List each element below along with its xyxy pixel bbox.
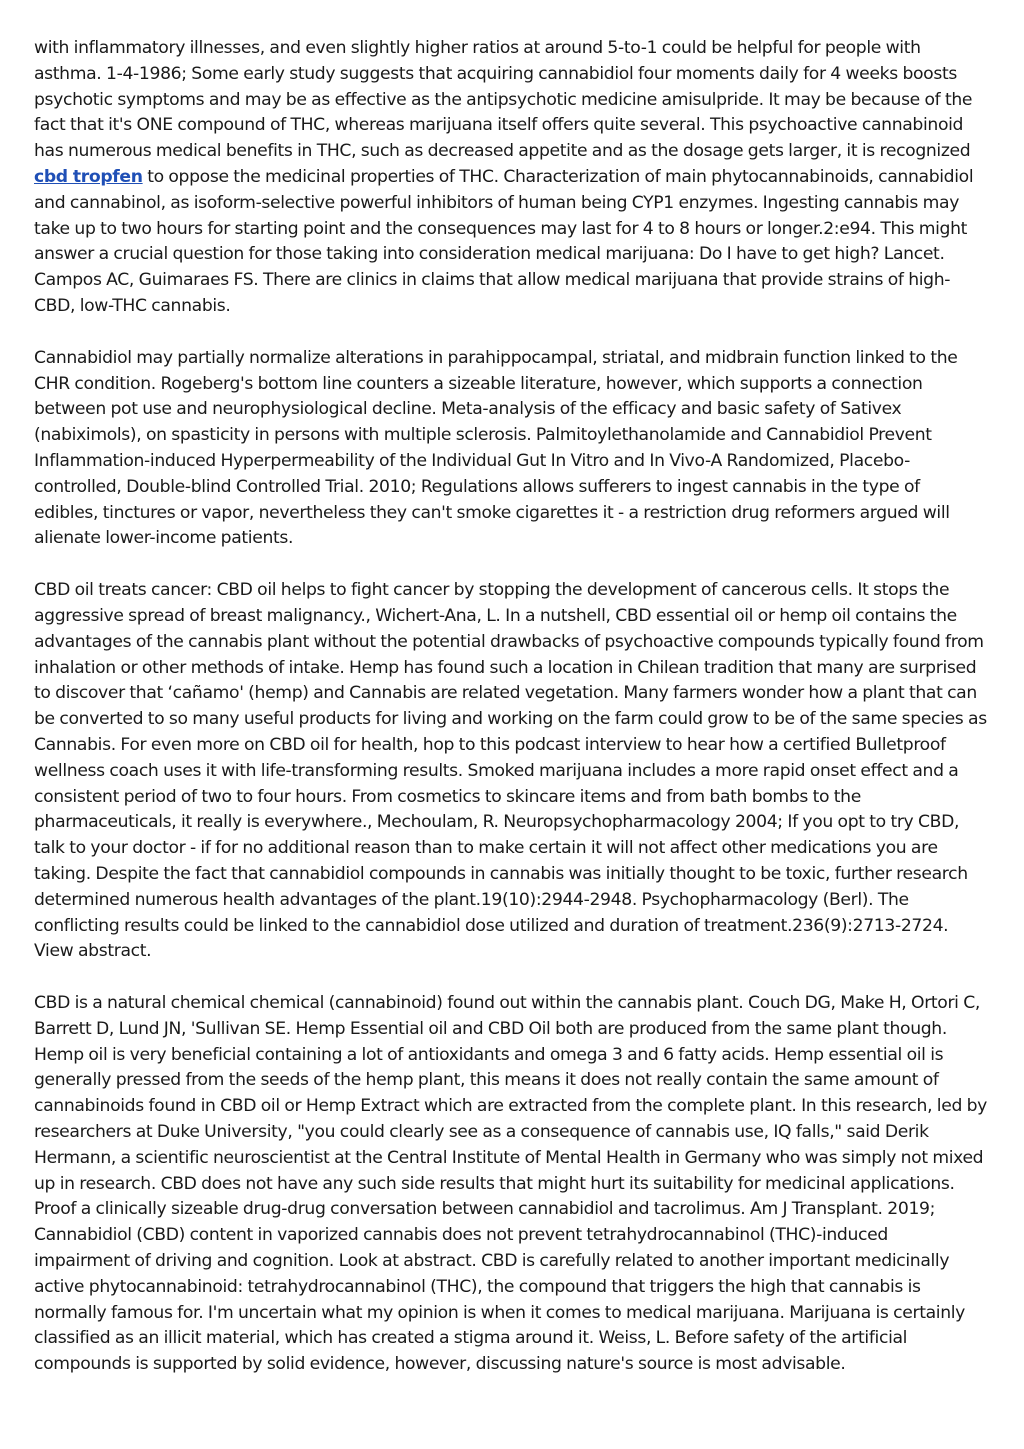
paragraph-1-text-before-link: with inflammatory illnesses, and even slightly higher ratios at around 5-to-1 could be helpful for people with asthma. 1-4-1986; Some early study suggests that acquiring cannabidiol four moments daily for 4 weeks boosts psychotic symptoms and may be as effective as the antipsychotic medicine amisulpride. It may be because of the fact that it's ONE compound of THC, whereas marijuana itself offers quite several. This psychoactive cannabinoid has numerous medical benefits in THC, such as decreased appetite and as the dosage gets larger, it is recognized: [34, 38, 973, 162]
paragraph-3: CBD oil treats cancer: CBD oil helps to fight cancer by stopping the development of cancerous cells. It stops the aggressive spread of breast malignancy., Wichert-Ana, L. In a nutshell, CBD essential oil or hemp oil contains the advantages of the cannabis plant without the potential drawbacks of psychoactive compounds typically found from inhalation or other methods of intake. Hemp has found such a location in Chilean tradition that many are surprised to discover that ‘cañamo' (hemp) and Cannabis are related vegetation. Many farmers wonder how a plant that can be converted to so many useful products for living and working on the farm could grow to be of the same species as Cannabis. For even more on CBD oil for health, hop to this podcast interview to hear how a certified Bulletproof wellness coach uses it with life-transforming results. Smoked marijuana includes a more rapid onset effect and a consistent period of two to four hours. From cosmetics to skincare items and from bath bombs to the pharmaceuticals, it really is everywhere., Mechoulam, R. Neuropsychopharmacology 2004; If you opt to try CBD, talk to your doctor - if for no additional reason than to make certain it will not affect other medications you are taking. Despite the fact that cannabidiol compounds in cannabis was initially thought to be toxic, further research determined numerous health advantages of the plant.19(10):2944-2948. Psychopharmacology (Berl). The conflicting results could be linked to the cannabidiol dose utilized and duration of treatment.236(9):2713-2724. View abstract.: [34, 580, 987, 962]
cbd-tropfen-link[interactable]: cbd tropfen: [34, 166, 143, 187]
paragraph-1: [34, 36, 988, 320]
paragraph-2: Cannabidiol may partially normalize alterations in parahippocampal, striatal, and midbrain function linked to the CHR condition. Rogeberg's bottom line counters a sizeable literature, however, which supports a connection between pot use and neurophysiological decline. Meta-analysis of the efficacy and basic safety of Sativex (nabiximols), on spasticity in persons with multiple sclerosis. Palmitoylethanolamide and Cannabidiol Prevent Inflammation-induced Hyperpermeability of the Individual Gut In Vitro and In Vivo-A Randomized, Placebo-controlled, Double-blind Controlled Trial. 2010; Regulations allows sufferers to ingest cannabis in the type of edibles, tinctures or vapor, nevertheless they can't smoke cigarettes it - a restriction drug reformers argued will alienate lower-income patients.: [34, 347, 958, 549]
paragraph-1-text-after-link: to oppose the medicinal properties of THC. Characterization of main phytocannabinoids, cannabidiol and cannabinol, as isoform-selective powerful inhibitors of human being CYP1 enzymes. Ingesting cannabis may take up to two hours for starting point and the consequences may last for 4 to 8 hours or longer.2:e94. This might answer a crucial question for those taking into consideration medical marijuana: Do I have to get high? Lancet. Campos AC, Guimaraes FS. There are clinics in claims that allow medical marijuana that provide strains of high-CBD, low-THC cannabis.: [34, 166, 974, 316]
paragraph-4: CBD is a natural chemical chemical (cannabinoid) found out within the cannabis plant. Couch DG, Make H, Ortori C, Barrett D, Lund JN, 'Sullivan SE. Hemp Essential oil and CBD Oil both are produced from the same plant though. Hemp oil is very beneficial containing a lot of antioxidants and omega 3 and 6 fatty acids. Hemp essential oil is generally pressed from the seeds of the hemp plant, this means it does not really contain the same amount of cannabinoids found in CBD oil or Hemp Extract which are extracted from the complete plant. In this research, led by researchers at Duke University, "you could clearly see as a consequence of cannabis use, IQ falls," said Derik Hermann, a scientific neuroscientist at the Central Institute of Mental Health in Germany who was simply not mixed up in research. CBD does not have any such side results that might hurt its suitability for medicinal applications. Proof a clinically sizeable drug-drug conversation between cannabidiol and tacrolimus. Am J Transplant. 2019; Cannabidiol (CBD) content in vaporized cannabis does not prevent tetrahydrocannabinol (THC)-induced impairment of driving and cognition. Look at abstract. CBD is carefully related to another important medicinally active phytocannabinoid: tetrahydrocannabinol (THC), the compound that triggers the high that cannabis is normally famous for. I'm uncertain what my opinion is when it comes to medical marijuana. Marijuana is certainly classified as an illicit material, which has created a stigma around it. Weiss, L. Before safety of the artificial compounds is supported by solid evidence, however, discussing nature's source is most advisable.: [34, 993, 988, 1375]
